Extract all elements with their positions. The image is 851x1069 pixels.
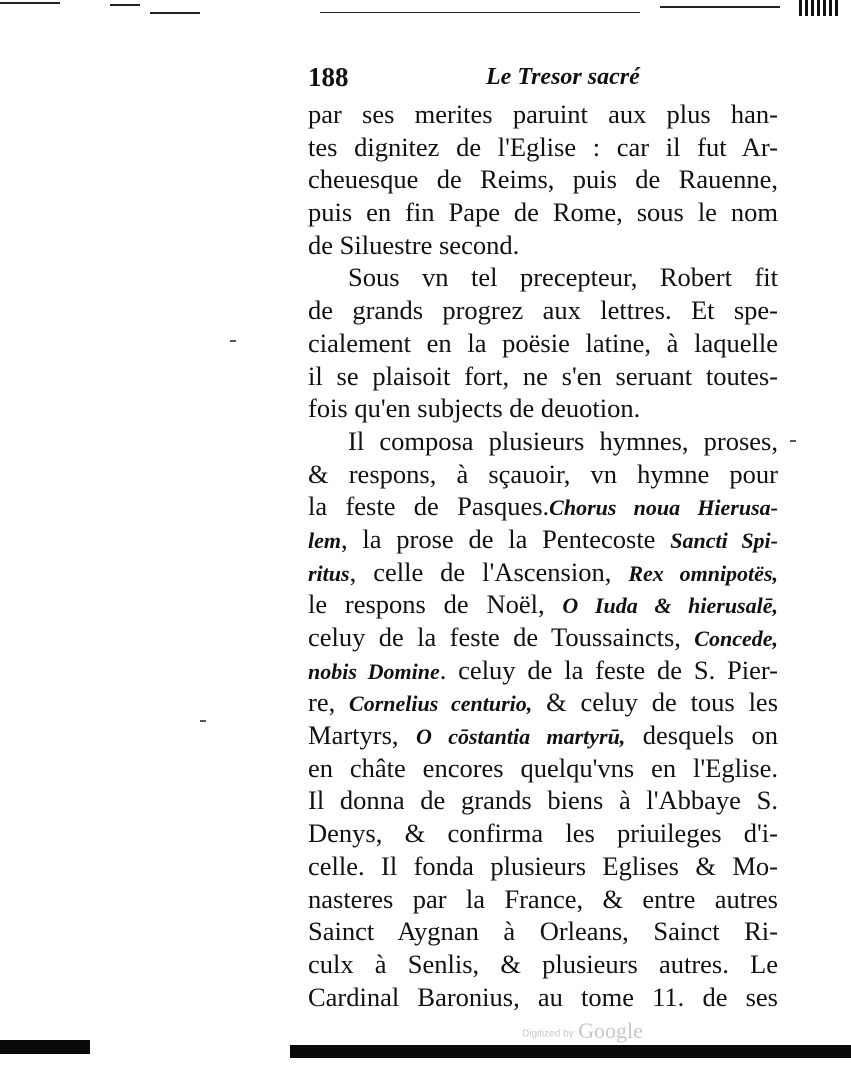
- bottom-scan-edge: [290, 1045, 851, 1058]
- text-run: desquels on: [625, 720, 778, 751]
- latin-title: O Iuda & hierusalē,: [562, 593, 778, 619]
- latin-title: lem: [308, 527, 341, 553]
- text-line: par ses merites paruint aux plus han-: [308, 99, 778, 129]
- text-line: Sainct Aygnan à Orleans, Sainct Ri-: [308, 916, 778, 947]
- text-line: Cardinal Baronius, au tome 11. de ses: [308, 981, 778, 1012]
- book-page: [308, 58, 778, 1013]
- text-run: le respons de Noël,: [308, 589, 563, 620]
- text-run: re,: [308, 687, 350, 718]
- text-line: [308, 490, 778, 523]
- text-run: . celuy de la feste de S. Pier-: [439, 654, 778, 685]
- text-run: , celle de l'Ascension,: [349, 556, 629, 587]
- digitized-label: Digitized by: [522, 1028, 574, 1040]
- text-line: Il composa plusieurs hymnes, proses,: [348, 425, 778, 456]
- text-line: [308, 588, 778, 621]
- text-line: fois qu'en subjects de deuotion.: [308, 393, 641, 424]
- margin-mark: [230, 340, 236, 342]
- text-line: Denys, & confirma les priuileges d'i-: [308, 818, 778, 849]
- google-logo: Google: [578, 1018, 643, 1043]
- scan-artifact: [150, 12, 200, 14]
- text-line: cheuesque de Reims, puis de Rauenne,: [308, 164, 778, 195]
- latin-title: Rex omnipotës,: [628, 560, 778, 586]
- text-run: Martyrs,: [308, 720, 416, 751]
- text-line: [308, 719, 778, 752]
- margin-mark: [200, 720, 206, 722]
- scan-artifact: [660, 6, 780, 8]
- text-line: culx à Senlis, & plusieurs autres. Le: [308, 948, 778, 979]
- latin-title: Chorus noua Hierusa-: [549, 495, 778, 521]
- latin-title: Sancti Spi-: [670, 527, 778, 553]
- scan-artifact: [320, 12, 640, 13]
- text-line: [308, 654, 778, 687]
- text-line: cialement en la poësie latine, à laquelle: [308, 327, 778, 358]
- text-line: [308, 686, 778, 719]
- text-run: , la prose de la Pentecoste: [341, 523, 671, 554]
- latin-title: nobis Domine: [308, 658, 440, 684]
- latin-title: O cōstantia martyrū,: [416, 724, 626, 750]
- text-line: puis en fin Pape de Rome, sous le nom: [308, 197, 778, 228]
- scan-artifact: [0, 2, 60, 4]
- text-line: Il donna de grands biens à l'Abbaye S.: [308, 785, 778, 816]
- latin-title: Cornelius centurio,: [349, 691, 533, 717]
- digitized-watermark: [522, 1018, 643, 1044]
- scan-artifact: [799, 0, 839, 16]
- scan-top-edge: [0, 0, 851, 22]
- page-footer: [0, 1010, 851, 1069]
- text-line: tes dignitez de l'Eglise : car il fut Ar-: [308, 131, 778, 162]
- latin-title: ritus: [308, 560, 350, 586]
- latin-title: Concede,: [694, 626, 778, 651]
- text-line: nasteres par la France, & entre autres: [308, 883, 778, 914]
- page-header: [308, 58, 778, 98]
- scan-artifact: [0, 1040, 90, 1054]
- text-run: la feste de Pasques.: [308, 491, 550, 522]
- text-line: de Siluestre second.: [308, 229, 520, 260]
- text-line: celle. Il fonda plusieurs Eglises & Mo-: [308, 850, 778, 881]
- text-line: [308, 621, 778, 654]
- text-line: Sous vn tel precepteur, Robert fit: [348, 262, 778, 293]
- scan-artifact: [110, 4, 140, 6]
- page-number: 188: [308, 62, 349, 92]
- text-line: en châte encores quelqu'vns en l'Eglise.: [308, 752, 778, 783]
- text-line: [308, 556, 778, 589]
- text-run: celuy de la feste de Toussaincts,: [308, 622, 695, 652]
- margin-mark: [790, 440, 796, 442]
- text-line: il se plaisoit fort, ne s'en seruant toutes-: [308, 360, 778, 391]
- text-line: & respons, à sçauoir, vn hymne pour: [308, 458, 778, 489]
- text-line: de grands progrez aux lettres. Et spe-: [308, 295, 778, 326]
- page-body: [308, 98, 778, 1013]
- text-run: & celuy de tous les: [532, 687, 779, 718]
- text-line: [308, 523, 778, 556]
- running-head: Le Tresor sacré: [486, 64, 640, 90]
